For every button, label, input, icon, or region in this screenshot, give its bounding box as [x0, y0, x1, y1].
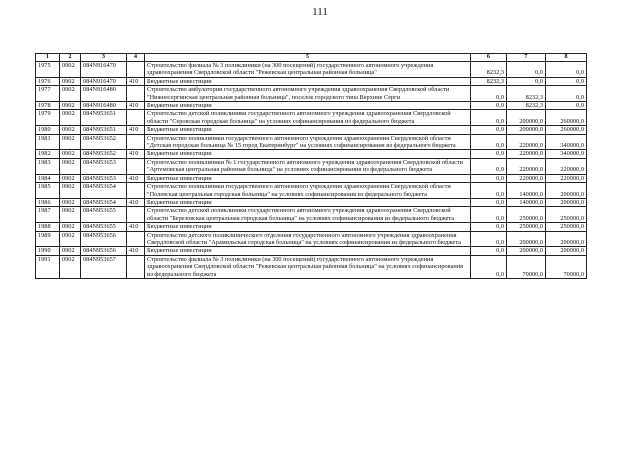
expense-type: 410 [127, 126, 145, 134]
amount-col8: 250000,0 [546, 207, 587, 223]
expense-type [127, 62, 145, 78]
amount-col8: 220000,0 [546, 158, 587, 174]
description: Строительство поликлиники № 1 государственного автономного учреждения здравоохранения Свердловской области "Артемовская центральная районная больница" на условиях софинансирования из федерального бюджета [145, 158, 471, 174]
table-header [36, 54, 587, 62]
column-header: 3 [81, 54, 127, 62]
target-code: 084N953655 [81, 207, 127, 223]
amount-col6: 0,0 [471, 231, 507, 247]
description: Бюджетные инвестиции [145, 150, 471, 158]
amount-col8: 0,0 [546, 102, 587, 110]
amount-col7: 140000,0 [507, 183, 546, 199]
amount-col6: 0,0 [471, 86, 507, 102]
section-code: 0902 [60, 110, 81, 126]
target-code: 084N916480 [81, 86, 127, 102]
table-row [36, 126, 587, 134]
amount-col8: 340000,0 [546, 150, 587, 158]
section-code: 0902 [60, 198, 81, 206]
amount-col8: 250000,0 [546, 223, 587, 231]
budget-table [35, 53, 587, 279]
description: Бюджетные инвестиции [145, 198, 471, 206]
amount-col8: 260000,0 [546, 110, 587, 126]
amount-col6: 0,0 [471, 150, 507, 158]
description: Строительство филиала № 3 поликлиники (на 300 посещений) государственного автономного учреждения здравоохранения Свердловской области "Режевская центральная районная больница" на условиях софинансирования из федерального бюджета [145, 255, 471, 278]
description: Бюджетные инвестиции [145, 223, 471, 231]
amount-col7: 8232,3 [507, 102, 546, 110]
description: Бюджетные инвестиции [145, 77, 471, 85]
amount-col8: 260000,0 [546, 126, 587, 134]
amount-col6: 0,0 [471, 223, 507, 231]
amount-col6: 0,0 [471, 110, 507, 126]
target-code: 084N953656 [81, 231, 127, 247]
expense-type: 410 [127, 223, 145, 231]
amount-col7: 200000,0 [507, 126, 546, 134]
row-number: 1983 [36, 158, 60, 174]
target-code: 084N916480 [81, 102, 127, 110]
page-number: 111 [312, 6, 328, 18]
amount-col7: 140000,0 [507, 198, 546, 206]
row-number: 1991 [36, 255, 60, 278]
amount-col7: 0,0 [507, 77, 546, 85]
table-row [36, 247, 587, 255]
description: Строительство детского поликлинического отделения государственного автономного учреждения здравоохранения Свердловской области "Арамильская городская больница" на условиях софинансирования из федерального бюджета [145, 231, 471, 247]
table-row [36, 62, 587, 78]
target-code: 084N953654 [81, 183, 127, 199]
description: Бюджетные инвестиции [145, 102, 471, 110]
expense-type [127, 134, 145, 150]
target-code: 084N953652 [81, 134, 127, 150]
table-row [36, 102, 587, 110]
amount-col6: 0,0 [471, 158, 507, 174]
amount-col8: 340000,0 [546, 134, 587, 150]
row-number: 1988 [36, 223, 60, 231]
target-code: 084N953657 [81, 255, 127, 278]
table-row [36, 207, 587, 223]
description: Бюджетные инвестиции [145, 126, 471, 134]
column-header: 2 [60, 54, 81, 62]
target-code: 084N953655 [81, 223, 127, 231]
row-number: 1981 [36, 134, 60, 150]
amount-col8: 200000,0 [546, 247, 587, 255]
target-code: 084N953654 [81, 198, 127, 206]
row-number: 1977 [36, 86, 60, 102]
section-code: 0902 [60, 183, 81, 199]
table-row [36, 183, 587, 199]
description: Бюджетные инвестиции [145, 247, 471, 255]
amount-col6: 0,0 [471, 134, 507, 150]
target-code: 084N953651 [81, 126, 127, 134]
row-number: 1976 [36, 77, 60, 85]
description: Строительство поликлиники государственного автономного учреждения здравоохранения Свердловской области "Полевская центральная городская больница" на условиях софинансирования из федерального бюджета [145, 183, 471, 199]
section-code: 0902 [60, 207, 81, 223]
section-code: 0902 [60, 62, 81, 78]
description: Строительство амбулатории государственного автономного учреждения здравоохранения Свердловской области "Нижнесергинская центральная районная больница", поселок городского типа Верхние Серги [145, 86, 471, 102]
table-row [36, 158, 587, 174]
expense-type [127, 110, 145, 126]
amount-col6: 0,0 [471, 102, 507, 110]
description: Строительство детской поликлиники государственного автономного учреждения здравоохранения Свердловской области "Березовская центральная городская больница" на условиях софинансирования из федерального бюджета [145, 207, 471, 223]
target-code: 084N953652 [81, 150, 127, 158]
table-body [36, 62, 587, 279]
amount-col6: 0,0 [471, 126, 507, 134]
amount-col7: 220000,0 [507, 158, 546, 174]
amount-col8: 200000,0 [546, 231, 587, 247]
amount-col7: 250000,0 [507, 223, 546, 231]
expense-type [127, 158, 145, 174]
expense-type: 410 [127, 102, 145, 110]
row-number: 1978 [36, 102, 60, 110]
table-row [36, 198, 587, 206]
header-row [36, 54, 587, 62]
section-code: 0902 [60, 126, 81, 134]
expense-type [127, 207, 145, 223]
description: Бюджетные инвестиции [145, 174, 471, 182]
section-code: 0902 [60, 150, 81, 158]
amount-col8: 200000,0 [546, 198, 587, 206]
table-row [36, 86, 587, 102]
expense-type [127, 231, 145, 247]
section-code: 0902 [60, 158, 81, 174]
amount-col7: 200000,0 [507, 110, 546, 126]
amount-col7: 220000,0 [507, 134, 546, 150]
amount-col6: 8232,3 [471, 77, 507, 85]
section-code: 0902 [60, 174, 81, 182]
table-row [36, 77, 587, 85]
expense-type: 410 [127, 174, 145, 182]
amount-col6: 0,0 [471, 198, 507, 206]
amount-col7: 70000,0 [507, 255, 546, 278]
column-header: 6 [471, 54, 507, 62]
amount-col6: 0,0 [471, 174, 507, 182]
row-number: 1975 [36, 62, 60, 78]
target-code: 084N916470 [81, 62, 127, 78]
amount-col8: 70000,0 [546, 255, 587, 278]
description: Строительство детской поликлиники государственного автономного учреждения здравоохранения Свердловской области "Серовская городская больница" на условиях софинансирования из федерального бюджета [145, 110, 471, 126]
row-number: 1984 [36, 174, 60, 182]
table-row [36, 110, 587, 126]
table-row [36, 150, 587, 158]
row-number: 1990 [36, 247, 60, 255]
table-row [36, 174, 587, 182]
row-number: 1979 [36, 110, 60, 126]
target-code: 084N953651 [81, 110, 127, 126]
amount-col7: 200000,0 [507, 247, 546, 255]
expense-type [127, 255, 145, 278]
table-row [36, 134, 587, 150]
section-code: 0902 [60, 77, 81, 85]
column-header: 1 [36, 54, 60, 62]
target-code: 084N953653 [81, 158, 127, 174]
section-code: 0902 [60, 86, 81, 102]
section-code: 0902 [60, 255, 81, 278]
amount-col6: 8232,3 [471, 62, 507, 78]
section-code: 0902 [60, 223, 81, 231]
description: Строительство поликлиники государственного автономного учреждения здравоохранения Свердловской области "Детская городская больница № 15 город Екатеринбург" на условиях софинансирования из федерального бюджета [145, 134, 471, 150]
target-code: 084N953653 [81, 174, 127, 182]
amount-col8: 220000,0 [546, 174, 587, 182]
amount-col6: 0,0 [471, 255, 507, 278]
amount-col7: 8232,3 [507, 86, 546, 102]
row-number: 1985 [36, 183, 60, 199]
amount-col8: 0,0 [546, 86, 587, 102]
column-header: 8 [546, 54, 587, 62]
amount-col6: 0,0 [471, 207, 507, 223]
amount-col6: 0,0 [471, 247, 507, 255]
amount-col7: 0,0 [507, 62, 546, 78]
expense-type: 410 [127, 77, 145, 85]
row-number: 1982 [36, 150, 60, 158]
target-code: 084N916470 [81, 77, 127, 85]
row-number: 1989 [36, 231, 60, 247]
row-number: 1986 [36, 198, 60, 206]
section-code: 0902 [60, 134, 81, 150]
column-header: 7 [507, 54, 546, 62]
row-number: 1980 [36, 126, 60, 134]
column-header: 5 [145, 54, 471, 62]
target-code: 084N953656 [81, 247, 127, 255]
amount-col7: 200000,0 [507, 231, 546, 247]
table-row [36, 231, 587, 247]
table-row [36, 255, 587, 278]
amount-col8: 200000,0 [546, 183, 587, 199]
column-header: 4 [127, 54, 145, 62]
section-code: 0902 [60, 102, 81, 110]
expense-type [127, 183, 145, 199]
description: Строительство филиала № 3 поликлиники (на 300 посещений) государственного автономного учреждения здравоохранения Свердловской области "Режевская центральная районная больница" [145, 62, 471, 78]
section-code: 0902 [60, 247, 81, 255]
amount-col7: 220000,0 [507, 150, 546, 158]
amount-col7: 250000,0 [507, 207, 546, 223]
amount-col7: 220000,0 [507, 174, 546, 182]
amount-col8: 0,0 [546, 77, 587, 85]
expense-type [127, 86, 145, 102]
expense-type: 410 [127, 150, 145, 158]
amount-col8: 0,0 [546, 62, 587, 78]
row-number: 1987 [36, 207, 60, 223]
expense-type: 410 [127, 247, 145, 255]
table-row [36, 223, 587, 231]
section-code: 0902 [60, 231, 81, 247]
amount-col6: 0,0 [471, 183, 507, 199]
expense-type: 410 [127, 198, 145, 206]
